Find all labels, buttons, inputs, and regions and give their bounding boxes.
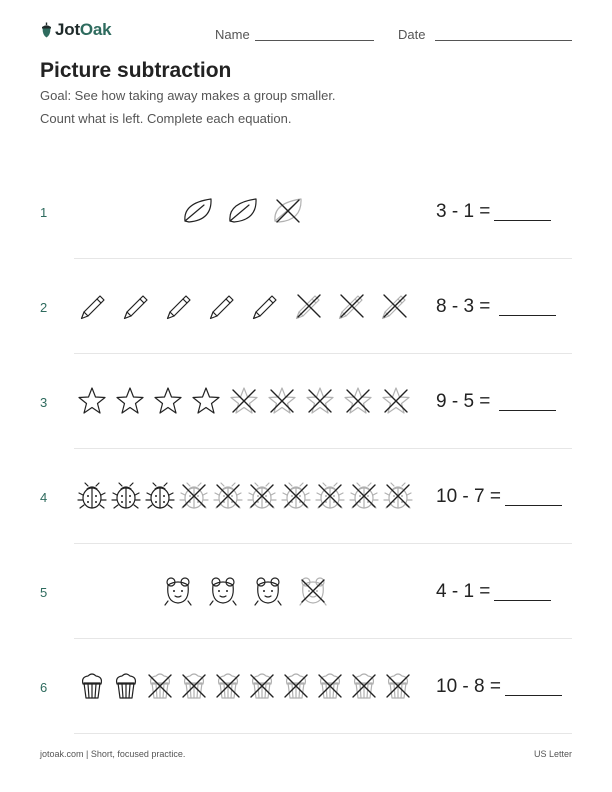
bear-icon xyxy=(207,575,239,607)
pencil-crossed-icon xyxy=(336,290,368,322)
star-icon xyxy=(190,385,222,417)
leaf-icon xyxy=(182,195,214,227)
problem-number: 5 xyxy=(40,585,48,600)
pencil-icon xyxy=(78,290,110,322)
problem-row xyxy=(0,544,612,639)
equation-text: 4 - 1 = xyxy=(436,581,491,602)
star-crossed-icon xyxy=(228,385,260,417)
bear-crossed-icon xyxy=(297,575,329,607)
page-title: Picture subtraction xyxy=(40,59,232,82)
equation-text: 8 - 3 = xyxy=(436,296,491,317)
name-field xyxy=(215,27,250,42)
cupcake-crossed-icon xyxy=(348,670,380,702)
pencil-icon xyxy=(250,290,282,322)
brand-name-part2: Oak xyxy=(79,20,112,39)
problem-number: 3 xyxy=(40,395,48,410)
problem-number: 2 xyxy=(40,300,48,315)
name-label: Name xyxy=(215,27,250,42)
brand-name-part1: Jot xyxy=(55,20,80,39)
problem-row xyxy=(0,354,612,449)
star-crossed-icon xyxy=(266,385,298,417)
ladybug-icon xyxy=(76,480,108,512)
cupcake-crossed-icon xyxy=(280,670,312,702)
name-line[interactable] xyxy=(255,40,374,41)
cupcake-crossed-icon xyxy=(314,670,346,702)
pencil-crossed-icon xyxy=(293,290,325,322)
problem-row xyxy=(0,164,612,259)
brand-logo xyxy=(41,20,111,40)
problem-number: 4 xyxy=(40,490,48,505)
leaf-crossed-icon xyxy=(272,195,304,227)
equation-text: 10 - 7 = xyxy=(436,486,501,507)
pencil-icon xyxy=(121,290,153,322)
bear-icon xyxy=(162,575,194,607)
cupcake-crossed-icon xyxy=(178,670,210,702)
ladybug-crossed-icon xyxy=(246,480,278,512)
star-crossed-icon xyxy=(380,385,412,417)
cupcake-crossed-icon xyxy=(246,670,278,702)
equation-text: 3 - 1 = xyxy=(436,201,491,222)
bear-icon xyxy=(252,575,284,607)
pencil-icon xyxy=(164,290,196,322)
star-icon xyxy=(76,385,108,417)
date-line[interactable] xyxy=(435,40,572,41)
answer-blank[interactable] xyxy=(494,220,551,221)
problem-row xyxy=(0,259,612,354)
star-crossed-icon xyxy=(304,385,336,417)
ladybug-crossed-icon xyxy=(212,480,244,512)
ladybug-crossed-icon xyxy=(348,480,380,512)
ladybug-icon xyxy=(144,480,176,512)
answer-blank[interactable] xyxy=(505,505,562,506)
ladybug-icon xyxy=(110,480,142,512)
footer-paper-size: US Letter xyxy=(533,749,572,759)
leaf-icon xyxy=(227,195,259,227)
answer-blank[interactable] xyxy=(505,695,562,696)
problem-number: 6 xyxy=(40,680,48,695)
ladybug-crossed-icon xyxy=(314,480,346,512)
ladybug-crossed-icon xyxy=(382,480,414,512)
problem-row xyxy=(0,449,612,544)
answer-blank[interactable] xyxy=(499,315,556,316)
star-icon xyxy=(152,385,184,417)
footer-site: jotoak.com | Short, focused practice. xyxy=(40,749,186,759)
cupcake-crossed-icon xyxy=(144,670,176,702)
cupcake-icon xyxy=(110,670,142,702)
equation-text: 9 - 5 = xyxy=(436,391,491,412)
cupcake-crossed-icon xyxy=(212,670,244,702)
row-divider xyxy=(74,733,572,734)
cupcake-crossed-icon xyxy=(382,670,414,702)
problem-row xyxy=(0,639,612,734)
pencil-crossed-icon xyxy=(379,290,411,322)
answer-blank[interactable] xyxy=(499,410,556,411)
brand-name xyxy=(55,20,111,40)
answer-blank[interactable] xyxy=(494,600,551,601)
date-field xyxy=(398,27,425,42)
date-label: Date xyxy=(398,27,426,42)
equation-text: 10 - 8 = xyxy=(436,676,501,697)
ladybug-crossed-icon xyxy=(280,480,312,512)
problem-number: 1 xyxy=(40,205,48,220)
star-icon xyxy=(114,385,146,417)
instructions-text: Count what is left. Complete each equation. xyxy=(40,111,292,126)
acorn-icon xyxy=(41,22,52,38)
pencil-icon xyxy=(207,290,239,322)
cupcake-icon xyxy=(76,670,108,702)
ladybug-crossed-icon xyxy=(178,480,210,512)
star-crossed-icon xyxy=(342,385,374,417)
goal-text: Goal: See how taking away makes a group smaller. xyxy=(40,88,336,103)
